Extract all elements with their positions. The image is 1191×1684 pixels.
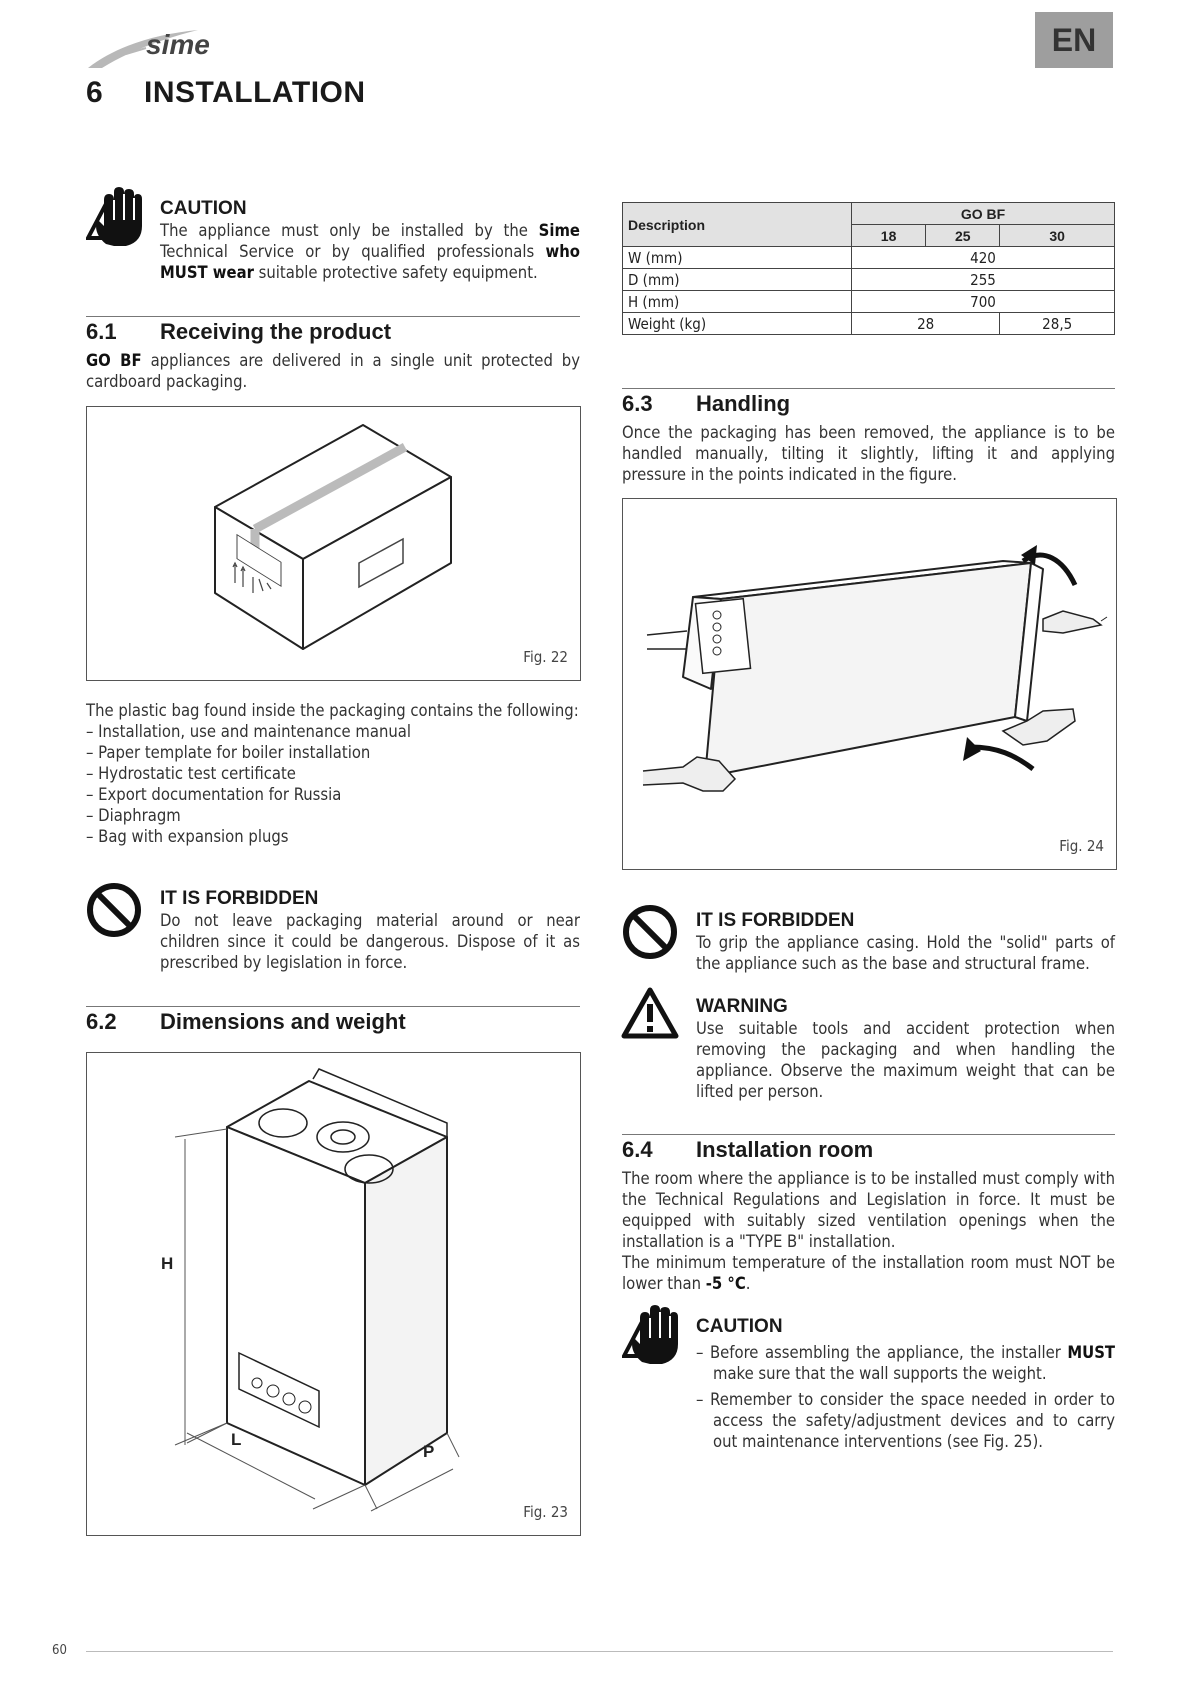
section-6-3-heading <box>622 388 1115 417</box>
caution-hand-icon <box>622 1304 680 1366</box>
handling-illustration <box>623 499 1116 869</box>
boiler-dimensions-illustration <box>87 1053 580 1535</box>
model-group-header: GO BF <box>852 203 1115 225</box>
section-number: 6.2 <box>86 1009 117 1034</box>
language-badge: EN <box>1035 12 1113 68</box>
dimensions-table <box>622 202 1115 335</box>
contents-intro: The plastic bag found inside the packaging contains the following: <box>86 701 579 720</box>
row-label: H (mm) <box>623 291 852 313</box>
caution-list <box>696 1342 1115 1452</box>
caution-hand-icon <box>86 186 144 248</box>
warning-title: WARNING <box>696 996 788 1017</box>
contents-list <box>86 721 580 847</box>
dimension-label-h: H <box>161 1254 174 1273</box>
forbidden-text: Do not leave packaging material around or near children since it could be dangerous. Dispose of it as prescribed by legislation in force. <box>160 911 580 972</box>
row-value: 255 <box>852 269 1115 291</box>
warning-icon <box>620 986 680 1040</box>
footer-divider <box>86 1651 1113 1652</box>
list-item: – Remember to consider the space needed in order to access the safety/adjustment devices and to carry out maintenance interventions (see Fig. 25). <box>696 1389 1115 1452</box>
packaging-contents <box>86 700 580 847</box>
page-number: 60 <box>52 1643 67 1658</box>
row-value: 28,5 <box>1000 313 1115 335</box>
dimension-label-l: L <box>231 1430 242 1449</box>
chapter-title <box>86 76 366 110</box>
forbidden-icon <box>86 882 142 938</box>
table-header-row <box>623 203 1115 225</box>
section-title: Handling <box>696 391 791 416</box>
figure-caption: Fig. 23 <box>523 1503 568 1521</box>
row-label: Weight (kg) <box>623 313 852 335</box>
table-row <box>623 269 1115 291</box>
forbidden-title: IT IS FORBIDDEN <box>696 910 855 931</box>
chapter-number: 6 <box>86 76 104 109</box>
list-item: – Diaphragm <box>86 805 580 826</box>
table-row <box>623 291 1115 313</box>
model-header: 25 <box>926 225 1000 247</box>
receiving-intro: GO BF appliances are delivered in a single unit protected by cardboard packaging. <box>86 351 581 391</box>
model-header: 30 <box>1000 225 1115 247</box>
handling-text: Once the packaging has been removed, the appliance is to be handled manually, tilting it slightly, lifting it and applying pressure in the points indicated in the figure. <box>622 423 1115 484</box>
section-6-1-heading <box>86 316 580 345</box>
installation-room-text <box>622 1168 1115 1294</box>
description-header: Description <box>623 203 852 247</box>
chapter-title-text: INSTALLATION <box>144 76 366 109</box>
figure-caption: Fig. 24 <box>1059 837 1104 855</box>
logo-wordmark: sime <box>146 29 210 60</box>
section-title: Dimensions and weight <box>160 1009 406 1034</box>
figure-caption: Fig. 22 <box>523 648 568 666</box>
section-number: 6.4 <box>622 1137 653 1162</box>
sime-logo <box>86 24 236 74</box>
table-row <box>623 313 1115 335</box>
figure-24 <box>622 498 1117 870</box>
list-item: – Hydrostatic test certificate <box>86 763 580 784</box>
row-label: W (mm) <box>623 247 852 269</box>
forbidden-icon <box>622 904 678 960</box>
figure-22 <box>86 406 581 681</box>
row-value: 28 <box>852 313 1000 335</box>
list-item: – Export documentation for Russia <box>86 784 580 805</box>
section-number: 6.3 <box>622 391 653 416</box>
section-title: Installation room <box>696 1137 874 1162</box>
section-title: Receiving the product <box>160 319 392 344</box>
forbidden-title: IT IS FORBIDDEN <box>160 888 319 909</box>
list-item: – Installation, use and maintenance manual <box>86 721 580 742</box>
warning-text: Use suitable tools and accident protection when removing the packaging and when handling the appliance. Observe the maximum weight that can be lifted per person. <box>696 1019 1115 1101</box>
room-requirements: The room where the appliance is to be installed must comply with the Technical Regulations and Legislation in force. It must be equipped with suitably sized ventilation openings when the installation is a "TYPE B" installation. <box>622 1169 1115 1251</box>
section-6-4-heading <box>622 1134 1115 1163</box>
list-item: – Paper template for boiler installation <box>86 742 580 763</box>
list-item: – Before assembling the appliance, the installer MUST make sure that the wall supports the weight. <box>696 1342 1115 1384</box>
row-value: 700 <box>852 291 1115 313</box>
caution-text: The appliance must only be installed by the Sime Technical Service or by qualified professionals who MUST wear suitable protective safety equipment. <box>160 221 580 282</box>
model-header: 18 <box>852 225 926 247</box>
min-temperature: The minimum temperature of the installation room must NOT be lower than -5 °C. <box>622 1253 1115 1293</box>
section-6-2-heading <box>86 1006 580 1035</box>
cardboard-box-illustration <box>87 407 580 680</box>
list-item: – Bag with expansion plugs <box>86 826 580 847</box>
row-label: D (mm) <box>623 269 852 291</box>
row-value: 420 <box>852 247 1115 269</box>
dimension-label-p: P <box>423 1442 435 1461</box>
table-row <box>623 247 1115 269</box>
caution-title: CAUTION <box>696 1316 783 1337</box>
forbidden-text: To grip the appliance casing. Hold the "solid" parts of the appliance such as the base and structural frame. <box>696 933 1115 973</box>
figure-23 <box>86 1052 581 1536</box>
section-number: 6.1 <box>86 319 117 344</box>
caution-title: CAUTION <box>160 198 247 219</box>
